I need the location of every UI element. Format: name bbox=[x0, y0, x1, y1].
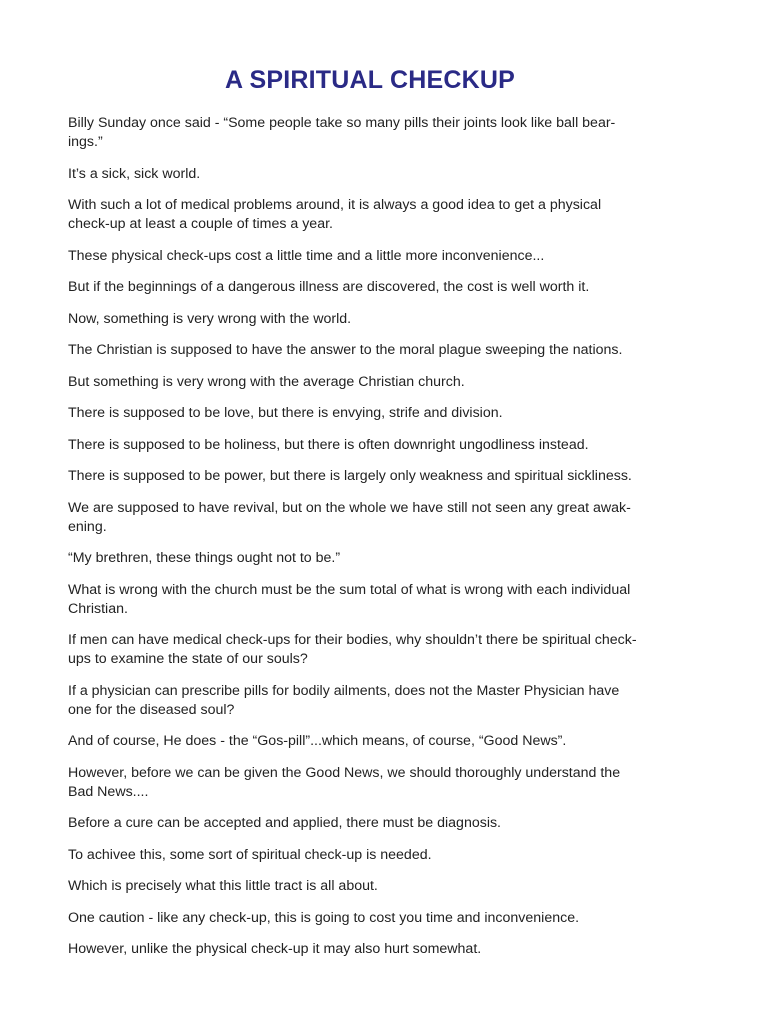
paragraph: There is supposed to be holiness, but there is often downright ungodliness instead. bbox=[68, 436, 589, 453]
paragraph: “My brethren, these things ought not to be.” bbox=[68, 550, 341, 566]
paragraph: And of course, He does - the “Gos-pill”...which means, of course, “Good News”. bbox=[68, 733, 567, 749]
page-title: A SPIRITUAL CHECKUP bbox=[225, 66, 515, 94]
paragraph: It’s a sick, sick world. bbox=[68, 165, 201, 182]
paragraph: With such a lot of medical problems around, it is always a good idea to get a physical check-up at least a couple of times a year. bbox=[68, 197, 602, 232]
paragraph: To achivee this, some sort of spiritual check-up is needed. bbox=[68, 846, 432, 863]
paragraph: Before a cure can be accepted and applied, there must be diagnosis. bbox=[68, 815, 502, 831]
paragraph: But if the beginnings of a dangerous illness are discovered, the cost is well worth it. bbox=[68, 279, 590, 295]
paragraph: There is supposed to be power, but there is largely only weakness and spiritual sickliness. bbox=[68, 468, 632, 484]
paragraph: If men can have medical check-ups for their bodies, why shouldn’t there be spiritual check- ups to examine the state of our souls? bbox=[68, 632, 637, 667]
paragraph: There is supposed to be love, but there is envying, strife and division. bbox=[68, 405, 503, 421]
paragraph: However, before we can be given the Good News, we should thoroughly understand the Bad News.... bbox=[68, 764, 621, 800]
paragraph: These physical check-ups cost a little time and a little more inconvenience... bbox=[68, 247, 545, 264]
paragraph: However, unlike the physical check-up it may also hurt somewhat. bbox=[68, 941, 482, 957]
document-body bbox=[68, 114, 678, 959]
paragraph: What is wrong with the church must be the sum total of what is wrong with each individual Christian. bbox=[68, 581, 631, 617]
paragraph: But something is very wrong with the average Christian church. bbox=[68, 373, 465, 390]
paragraph: Which is precisely what this little tract is all about. bbox=[68, 878, 378, 894]
paragraph: Now, something is very wrong with the world. bbox=[68, 310, 352, 327]
paragraph: Billy Sunday once said - “Some people take so many pills their joints look like ball bear- ings.” bbox=[68, 115, 616, 150]
paragraph: One caution - like any check-up, this is going to cost you time and inconvenience. bbox=[68, 909, 580, 926]
paragraph: The Christian is supposed to have the answer to the moral plague sweeping the nations. bbox=[68, 342, 623, 358]
paragraph: If a physician can prescribe pills for bodily ailments, does not the Master Physician have one for the diseased soul? bbox=[68, 682, 620, 718]
paragraph: We are supposed to have revival, but on the whole we have still not seen any great awak- ening. bbox=[68, 499, 631, 535]
